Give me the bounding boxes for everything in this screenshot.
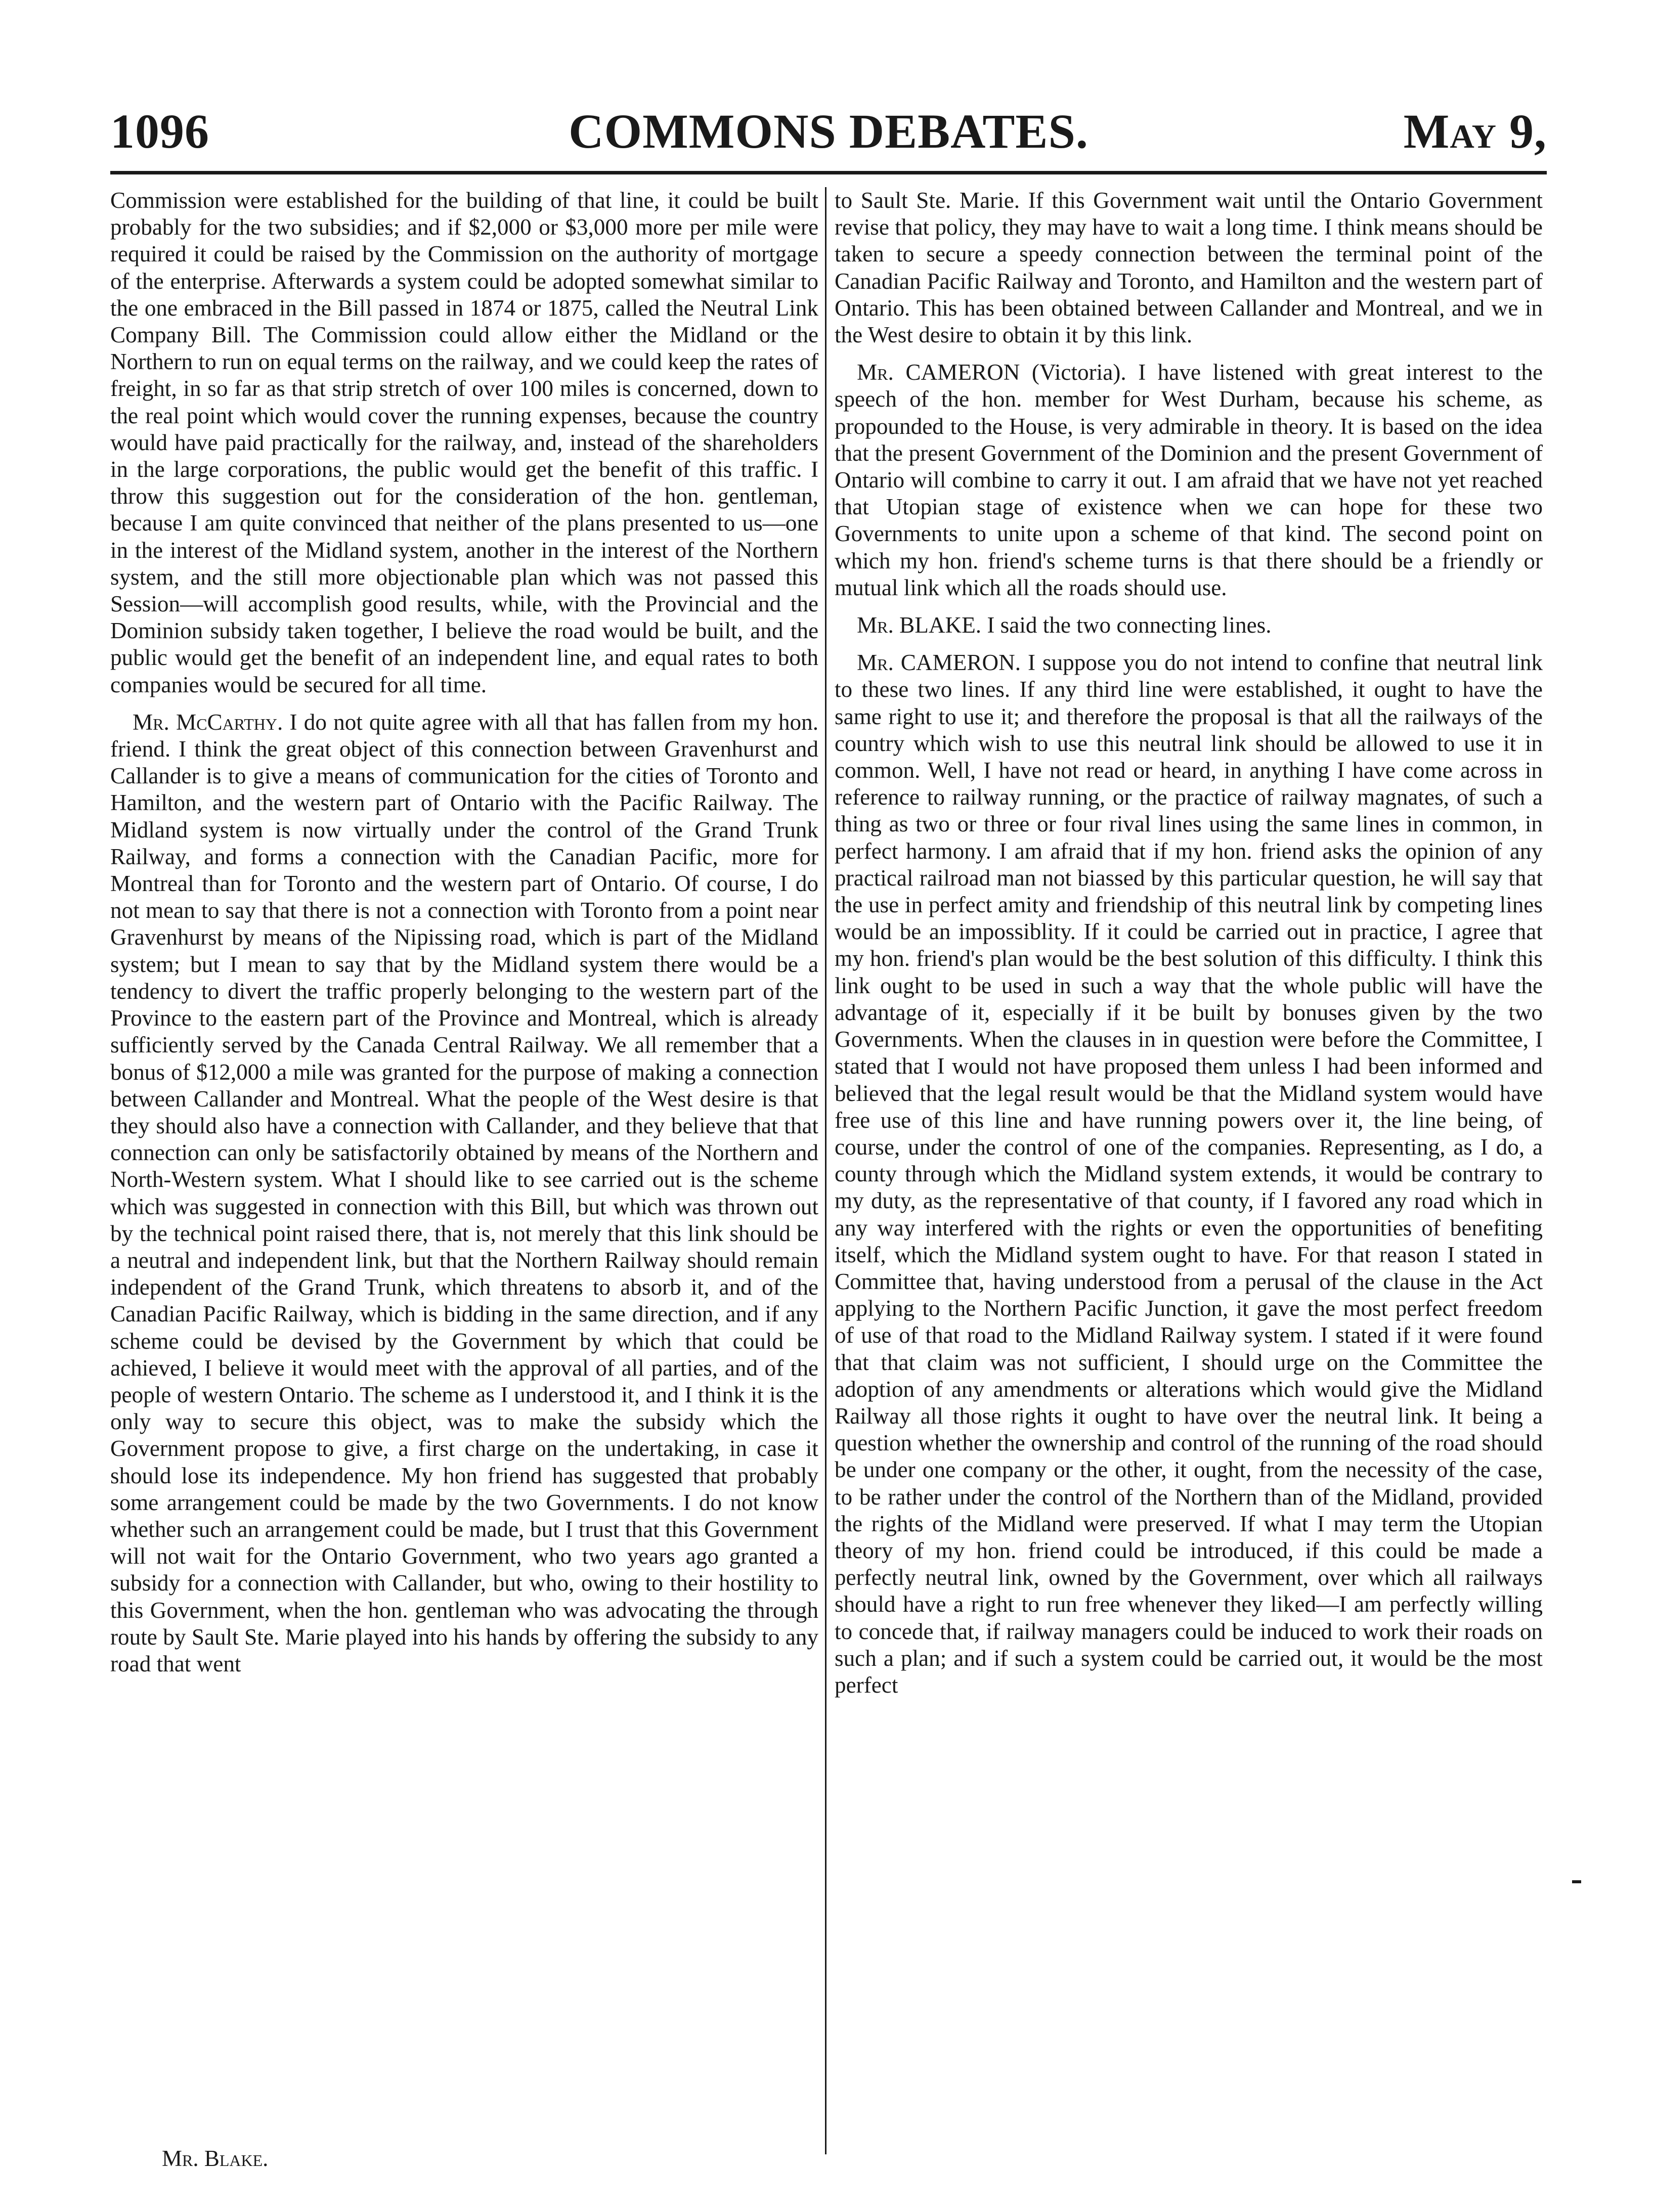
paragraph <box>835 649 1543 1699</box>
paragraph-text: to Sault Ste. Marie. If this Government wait until the Ontario Government revise that policy, they may have to wait a long time. I think means should be taken to secure a speedy connection between the terminal point of the Canadian Pacific Railway and Toronto, and Hamilton and the western part of Ontario. This has been obtained between Callander and Montreal, and we in the West desire to obtain it by this link. <box>835 188 1543 348</box>
page-header <box>110 101 1547 162</box>
header-date: May 9, <box>1403 104 1547 158</box>
journal-title: COMMONS DEBATES. <box>569 104 1089 158</box>
margin-mark <box>1572 1880 1581 1883</box>
paragraph <box>110 709 818 1677</box>
paragraph-text: I do not quite agree with all that has fallen from my hon. friend. I think the great object of this connection between Gravenhurst and Callander is to give a means of communication for the cities of Toronto and Hamilton, and the western part of Ontario with the Pacific Railway. The Midland system is now virtually under the control of the Grand Trunk Railway, and forms a connection with the Canadian Pacific, more for Montreal than for Toronto and the western part of Ontario. Of course, I do not mean to say that there is not a connection with Toronto from a point near Gravenhurst by means of the Nipissing road, which is part of the Midland system; but I mean to say that by the Midland system there would be a tendency to divert the traffic properly belonging to the western part of the Province to the eastern part of the Province and Montreal, which is already sufficiently served by the Canada Central Railway. We all remember that a bonus of $12,000 a mile was granted for the purpose of making a connection between Callander and Montreal. What the people of the West desire is that they should also have a connection with Callander, and they believe that that connection can only be satisfactorily obtained by means of the Northern and North-Western system. What I should like to see carried out is the scheme which was suggested in connection with this Bill, but which was thrown out by the technical point raised there, that is, not merely that this link should be a neutral and independent link, but that the Northern Railway should remain independent of the Grand Trunk, which threatens to absorb it, and of the Canadian Pacific Railway, which is bidding in the same direction, and if any scheme could be devised by the Government by which that could be achieved, I believe it would meet with the approval of all parties, and of the people of western Ontario. The scheme as I understood it, and I think it is the only way to secure this object, was to make the subsidy which the Government propose to give, a first charge on the undertaking, in case it should lose its independence. My hon friend has suggested that probably some arrangement could be made by the two Governments. I do not know whether such an arrangement could be made, but I trust that this Government will not wait for the Ontario Government, who two years ago granted a subsidy for a connection with Callander, but who, owing to their hostility to this Government, when the hon. gentleman who was advocating the through route by Sault Ste. Marie played into his hands by offering the subsidy to any road that went <box>110 709 818 1676</box>
speaker-name: Mr. CAMERON <box>857 360 1020 385</box>
paragraph-text: I suppose you do not intend to confine that neutral link to these two lines. If any third line were established, it ought to have the same right to use it; and therefore the proposal is that all the railways of the country which wish to use this neutral link should be allowed to use it in common. Well, I have not read or heard, in anything I have come across in reference to railway running, or the practice of railway magnates, of such a thing as two or three or four rival lines using the same lines in common, in perfect harmony. I am afraid that if my hon. friend asks the opinion of any practical railroad man not biassed by this particular question, he will say that the use in perfect amity and friendship of this neutral link by competing lines would be an impossiblity. If it could be carried out in practice, I agree that my hon. friend's plan would be the best solution of this difficulty. I think this link ought to be used in such a way that the whole public will have the advantage of it, especially if it be built by bonuses given by the two Governments. When the clauses in in question were before the Committee, I stated that I would not have proposed them unless I had been informed and believed that the legal result would be that the Midland system would have free use of this line and have running powers over it, the line being, of course, under the control of one of the companies. Representing, as I do, a county through which the Midland system extends, it would be contrary to my duty, as the representative of that county, if I favored any road which in any way interfered with the rights or even the opportunities of benefiting itself, which the Midland system ought to have. For that reason I stated in Committee that, having understood from a perusal of the clause in the Act applying to the Northern Pacific Junction, it gave the most perfect freedom of use of that road to the Midland Railway system. I stated if it were found that that claim was not sufficient, I should urge on the Committee the adoption of any amendments or alterations which would give the Midland Railway all those rights it ought to have over the neutral link. It being a question whether the ownership and control of the running of the road should be under one company or the other, it ought, from the necessity of the case, to be rather under the control of the Northern than of the Midland, provided the rights of the Midland were preserved. If what I may term the Utopian theory of my hon. friend could be introduced, if this could be made a perfectly neutral link, owned by the Government, over which all railways should have a right to run free whenever they liked—I am perfectly willing to concede that, if railway managers could be induced to work their roads on such a plan; and if such a system could be carried out, it would be the most perfect <box>835 650 1543 1698</box>
paragraph-text: (Victoria). I have listened with great interest to the speech of the hon. member for West Durham, because his scheme, as propounded to the House, is very admirable in theory. It is based on the idea that the present Government of the Dominion and the present Government of Ontario will combine to carry it out. I am afraid that we have not yet reached that Utopian stage of existence when we can hope for these two Governments to unite upon a scheme of that kind. The second point on which my hon. friend's scheme turns is that there should be a friendly or mutual link which all the roads should use. <box>835 360 1543 600</box>
paragraph <box>835 612 1543 639</box>
column-divider <box>825 187 826 2154</box>
footer-speaker-note: Mr. Blake. <box>162 2146 269 2171</box>
paragraph-text: Commission were established for the building of that line, it could be built probably for the two subsidies; and if $2,000 or $3,000 more per mile were required it could be raised by the Commission on the authority of mortgage of the enterprise. Afterwards a system could be adopted somewhat similar to the one embraced in the Bill passed in 1874 or 1875, called the Neutral Link Company Bill. The Commission could allow either the Midland or the Northern to run on equal terms on the railway, and we could keep the rates of freight, in so far as that strip stretch of over 100 miles is concerned, down to the real point which would cover the running expenses, because the country would have paid practically for the railway, and, instead of the shareholders in the large corporations, the public would get the benefit of this traffic. I throw this suggestion out for the consideration of the hon. gentleman, because I am quite convinced that neither of the plans presented to us—one in the interest of the Midland system, another in the interest of the Northern system, and the still more objectionable plan which was not passed this Session—will accomplish good results, while, with the Provincial and the Dominion subsidy taken together, I believe the road would be built, and the public would get the benefit of an independent line, and equal rates to both companies would be secured for all time. <box>110 188 818 697</box>
paragraph-text: I said the two connecting lines. <box>987 612 1272 638</box>
left-column <box>110 187 818 1688</box>
page-number: 1096 <box>110 104 209 158</box>
speaker-name: Mr. BLAKE. <box>857 612 982 638</box>
speaker-name: Mr. McCarthy. <box>133 709 283 735</box>
paragraph <box>110 187 818 698</box>
right-column <box>835 187 1543 1709</box>
paragraph <box>835 187 1543 348</box>
paragraph <box>835 359 1543 601</box>
header-rule <box>110 171 1547 174</box>
speaker-name: Mr. CAMERON. <box>857 650 1021 676</box>
